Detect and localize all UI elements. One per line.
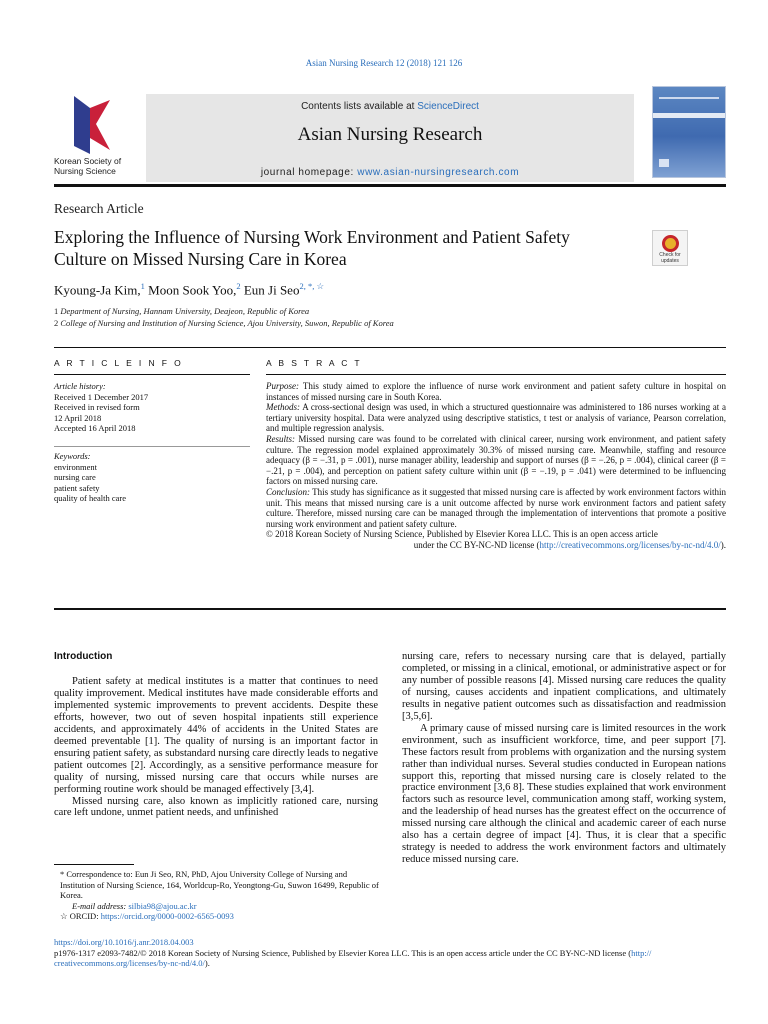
keywords: Keywords: environment nursing care patient safety quality of health care — [54, 451, 250, 504]
abstract-purpose: Purpose: This study aimed to explore the influence of nurse work environment and patient safety culture in hospital on instances of missed nursing care in South Korea. — [266, 381, 726, 402]
sciencedirect-link[interactable]: ScienceDirect — [417, 101, 479, 112]
journal-citation[interactable]: Asian Nursing Research 12 (2018) 121 126 — [305, 58, 463, 68]
email-link[interactable]: silbia98@ajou.ac.kr — [128, 900, 197, 911]
journal-title: Asian Nursing Research — [297, 124, 483, 145]
info-top-rule — [54, 347, 726, 348]
abstract-bottom-rule — [54, 608, 726, 610]
body-right-column — [402, 651, 726, 866]
abstract-conclusion: Conclusion: This study has significance as it suggested that missed nursing care is affected by work environment factors within unit. This means that missed nursing care is a unit outcome affected by nurse work environment factors and patient safety culture. Therefore, missed nursing care can be managed through the implementation of interventions that promote a positive nursing work environment and patient safety culture. — [266, 486, 726, 529]
journal-header — [54, 86, 726, 183]
abstract-results: Results: Missed nursing care was found to be correlated with clinical career, nursing work environment, and patient safety culture. The regression model explained approximately 30.3% of missed nursing care. Meanwhile, staffing and resource adequacy (β = −.31, p = .001), nurse manager ability, leadership and support of nurses (β = −.26, p = .004), clinical career (β = −.21, p = .004), and perception on patient safety culture within unit (β = −.19, p = .041) were determined to be influencing factors on missed nursing care. — [266, 433, 726, 487]
publication-info: https://doi.org/10.1016/j.anr.2018.04.003 p1976-1317 e2093-7482/© 2018 Korean Society of Nursing Science, Published by Elsevier Korea LLC. This is an open access article under the CC BY-NC-ND license (http:// creativecommons.org/licenses/by-nc-nd/4.0/). — [54, 937, 726, 969]
info-subrule — [54, 374, 250, 375]
homepage-line: journal homepage: www.asian-nursingresearch.com — [260, 167, 520, 178]
correspondence-note: * Correspondence to: Eun Ji Seo, RN, PhD, Ajou University College of Nursing and Institution of Nursing Science, 164, Worldcup-Ro, Yeongtong-Gu, Suwon 16499, Republic of Korea. — [60, 869, 379, 900]
affiliation-2: 2 College of Nursing and Institution of Nursing Science, Ajou University, Suwon, Republic of Korea — [54, 318, 394, 328]
article-type: Research Article — [54, 201, 144, 216]
check-for-updates-button[interactable] — [652, 230, 688, 266]
footnote-rule — [54, 864, 134, 865]
email-note: E-mail address: silbia98@ajou.ac.kr — [72, 900, 197, 911]
check-updates-label: Check for updates — [659, 252, 681, 264]
keyword: patient safety — [54, 482, 100, 493]
doi-link[interactable]: https://doi.org/10.1016/j.anr.2018.04.003 — [54, 937, 194, 947]
body-paragraph: A primary cause of missed nursing care is limited resources in the work environment, such as insufficient workforce, time, and peer support [7]. These factors result from problems with organization and the nursing system rather than individual nurses. Several studies conducted in European nations support this, reporting that missed nursing care is closely related to the practice environment [3,6 8]. These studies explained that work environment factors such as resource level, communication among staff, working system, and the leadership of head nurses has the greatest effect on the occurrence of missed nursing care although the clinical and academic career of each nurse also has a certain degree of impact [4]. Thus, it is clear that a specific strategy is needed to address the work environment factors and ultimately reduce missed nursing care. — [402, 722, 726, 866]
society-name: Korean Society of Nursing Science — [54, 156, 122, 176]
body-paragraph: Patient safety at medical institutes is a matter that continues to need quality improvement. Medical institutes have made considerable efforts and implemented systemic improvements to prevent accidents. Despite these efforts, however, two out of seven hospital inpatients still experience accidents, and approximately 44% of accidents in the United States are deemed preventable [1]. The quality of nursing is an important factor in ensuring patient safety, as substandard nursing care directly leads to negative patient outcomes [2]. Accordingly, as a sensitive performance measure for quality of nursing, missed nursing care that occurs while nurses are performing routine work should be managed effectively [3,4]. — [54, 676, 378, 795]
journal-homepage-link[interactable]: www.asian-nursingresearch.com — [357, 167, 520, 178]
abstract-body: Purpose: This study aimed to explore the influence of nurse work environment and patient safety culture in hospital on instances of missed nursing care in South Korea. Methods: A cross-sectional design was used, in which a structured questionnaire was administered to 186 nurses working at a tertiary university hospital. Data were analyzed using descriptive statistics, t test or analysis of variance, Pearson correlation, and multiple regression analysis. Results: Missed nursing care was found to be correlated with clinical career, nursing work environment, and patient safety culture. The regression model explained approximately 30.3% of missed nursing care. Meanwhile, staffing and resource adequacy (β = −.31, p = .001), nurse manager ability, leadership and support of nurses (β = −.26, p = .004), clinical career (β = −.21, p = .004), and perception on patient safety culture within unit (β = −.19, p = .041) were determined to be influencing factors on missed nursing care. Conclusion: This study has significance as it suggested that missed nursing care is affected by work environment factors within unit. This means that missed nursing care is a unit outcome affected by nurse work environment factors and patient safety culture. Therefore, missed nursing care can be managed through the implementation of interventions that promote a positive nursing work environment and patient safety culture. © 2018 Korean Society of Nursing Science, Published by Elsevier Korea LLC. This is an open access article under the CC BY-NC-ND license (http://creativecommons.org/licenses/by-nc-nd/4.0/). — [266, 381, 726, 550]
body-left-column — [54, 676, 378, 819]
journal-banner — [146, 94, 634, 182]
license-link-bottom[interactable]: http:// — [631, 947, 652, 958]
article-title: Exploring the Influence of Nursing Work Environment and Patient Safety Culture on Missed Nursing Care in Korea — [54, 227, 570, 269]
license-line: p1976-1317 e2093-7482/© 2018 Korean Society of Nursing Science, Published by Elsevier Korea LLC. This is an open access article under the CC BY-NC-ND license (http:// — [54, 947, 652, 958]
affiliations — [54, 305, 394, 329]
article-history: Article history: Received 1 December 2017 Received in revised form 12 April 2018 Accepted 16 April 2018 — [54, 381, 149, 433]
contents-line: Contents lists available at ScienceDirect — [301, 101, 479, 112]
body-paragraph: nursing care, refers to necessary nursing care that is delayed, partially completed, or missing in a clinical, emotional, or administrative aspect or for any number of possible reasons [4]. Missed nursing care reduces the quality of nursing, causes accidents and inpatient complications, and ultimately results in negative patient outcomes such as dissatisfaction and readmission [3,5,6]. — [402, 651, 726, 722]
body-paragraph: Missed nursing care, also known as implicitly rationed care, nursing care left undone, unmet patient needs, and unfinished — [54, 795, 378, 819]
orcid-note: ☆ ORCID: https://orcid.org/0000-0002-6565-0093 — [60, 911, 234, 921]
affiliation-1: 1 Department of Nursing, Hannam University, Deajeon, Republic of Korea — [54, 306, 310, 316]
abstract-heading: A B S T R A C T — [266, 358, 363, 368]
check-updates-icon — [662, 235, 679, 252]
abstract-subrule — [266, 374, 726, 375]
introduction-heading: Introduction — [54, 651, 113, 662]
author-list: Kyoung-Ja Kim,$^1$ Moon Sook Yoo,$^2$ Eun Ji Seo$^{2, *, ☆}$ — [54, 281, 325, 298]
keyword: environment — [54, 461, 97, 472]
society-logo-icon — [70, 94, 114, 156]
keyword: quality of health care — [54, 493, 126, 503]
abstract-copyright: © 2018 Korean Society of Nursing Science, Published by Elsevier Korea LLC. This is an open access article — [266, 529, 658, 540]
orcid-link[interactable]: https://orcid.org/0000-0002-6565-0093 — [100, 911, 234, 921]
article-info-heading: A R T I C L E I N F O — [54, 358, 184, 368]
header-rule — [54, 184, 726, 187]
footnotes — [54, 869, 384, 922]
keyword: nursing care — [54, 472, 96, 482]
journal-cover-image — [652, 86, 726, 178]
license-link[interactable]: http://creativecommons.org/licenses/by-nc-nd/4.0/ — [539, 539, 721, 550]
abstract-methods: Methods: A cross-sectional design was used, in which a structured questionnaire was administered to 186 nurses working at a tertiary university hospital. Data were analyzed using descriptive statistics, t test or analysis of variance, Pearson correlation, and multiple regression analysis. — [266, 402, 726, 434]
keywords-divider — [54, 446, 250, 447]
